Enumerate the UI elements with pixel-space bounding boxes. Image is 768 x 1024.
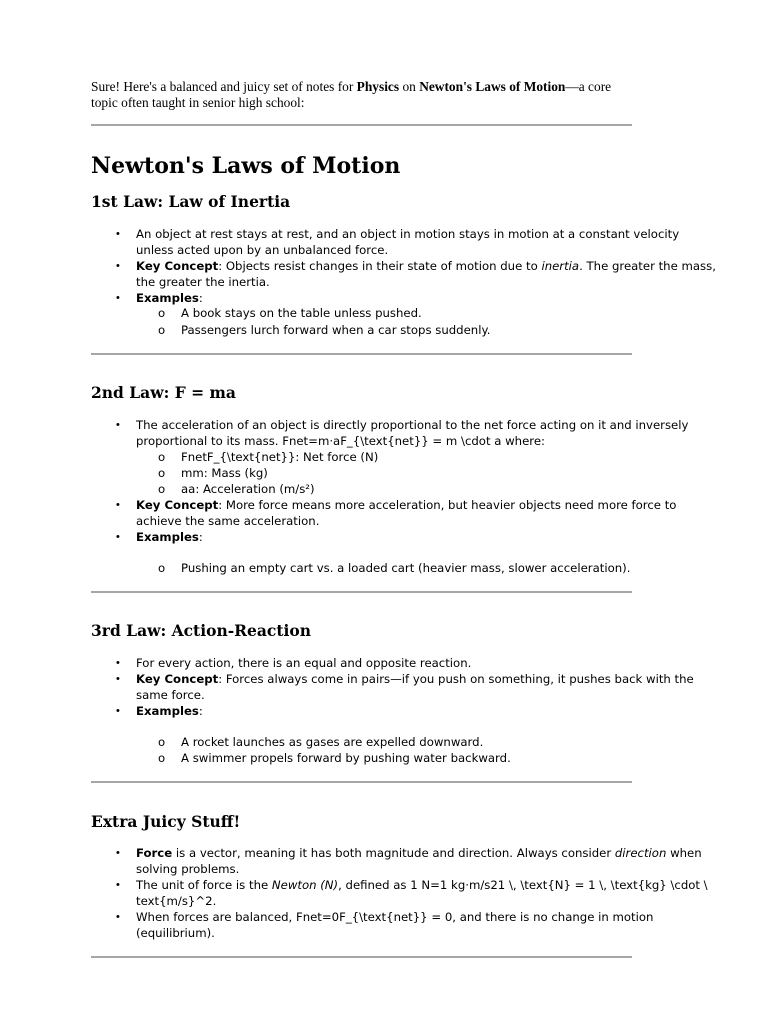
- bullet-marker: •: [116, 260, 120, 272]
- bullet-marker: •: [116, 292, 120, 304]
- law2-example-1: Pushing an empty cart vs. a loaded cart (heavier mass, slower acceleration).: [181, 561, 631, 575]
- sub-bullet-marker: o: [158, 735, 166, 749]
- extra-heading: Extra Juicy Stuff!: [91, 812, 241, 831]
- law3-key-concept-line-1: [136, 671, 694, 687]
- intro-paragraph: [91, 79, 691, 110]
- bullet-marker: •: [116, 847, 120, 859]
- italic-term: Newton (N): [271, 878, 339, 892]
- bullet-marker: •: [116, 673, 120, 685]
- law3-example-1: A rocket launches as gases are expelled downward.: [181, 735, 484, 749]
- extra-balanced-line-1: When forces are balanced, Fnet=0F_{\text{net}} = 0, and there is no change in motion: [136, 910, 654, 924]
- key-concept-label: Key Concept: [136, 672, 219, 686]
- force-label: Force: [136, 846, 173, 860]
- text: The unit of force is the: [136, 878, 272, 892]
- law3-statement: For every action, there is an equal and opposite reaction.: [136, 656, 472, 670]
- sub-bullet-marker: o: [158, 306, 166, 320]
- text: when: [666, 846, 702, 860]
- law2-key-concept-line-2: achieve the same acceleration.: [136, 514, 320, 528]
- bullet-marker: •: [116, 499, 120, 511]
- law3-key-concept-line-2: same force.: [136, 688, 205, 702]
- extra-balanced-line-2: (equilibrium).: [136, 926, 215, 940]
- page-title: Newton's Laws of Motion: [91, 153, 401, 179]
- key-concept-label: Key Concept: [136, 498, 219, 512]
- examples-label: Examples: [136, 704, 199, 718]
- extra-unit-line-2: text{m/s}^2.: [136, 894, 217, 908]
- bullet-marker: •: [116, 419, 120, 431]
- sub-bullet-marker: o: [158, 450, 166, 464]
- intro-bold-topic: Newton's Laws of Motion: [419, 79, 566, 94]
- law1-heading: 1st Law: Law of Inertia: [91, 192, 291, 211]
- divider: [91, 353, 632, 355]
- law2-statement-line-2: proportional to its mass. Fnet=m·aF_{\text{net}} = m \cdot a where:: [136, 434, 545, 448]
- text: : Forces always come in pairs—if you push on something, it pushes back with the: [218, 672, 694, 686]
- text: :: [198, 704, 203, 718]
- sub-bullet-marker: o: [158, 561, 166, 575]
- law2-heading: 2nd Law: F = ma: [91, 383, 236, 402]
- law3-heading: 3rd Law: Action-Reaction: [91, 621, 312, 640]
- law2-key-concept-line-1: [136, 497, 676, 513]
- law2-examples-label: [136, 529, 203, 545]
- text: : More force means more acceleration, but heavier objects need more force to: [218, 498, 677, 512]
- intro-text: Sure! Here's a balanced and juicy set of notes for: [91, 79, 357, 94]
- bullet-marker: •: [116, 705, 120, 717]
- bullet-marker: •: [116, 531, 120, 543]
- intro-bold-physics: Physics: [356, 79, 400, 94]
- intro-text: —a core: [565, 79, 612, 94]
- sub-bullet-marker: o: [158, 482, 166, 496]
- bullet-marker: •: [116, 911, 120, 923]
- divider: [91, 124, 632, 126]
- law1-examples-label: [136, 290, 203, 306]
- text: :: [198, 291, 203, 305]
- italic-term: direction: [614, 846, 667, 860]
- law2-var-mass: mm: Mass (kg): [181, 466, 268, 480]
- law1-key-concept-line-1: [136, 258, 716, 274]
- text: : Objects resist changes in their state of motion due to: [218, 259, 542, 273]
- text: . The greater the mass,: [579, 259, 716, 273]
- text: :: [198, 530, 203, 544]
- examples-label: Examples: [136, 530, 199, 544]
- law1-statement-line-2: unless acted upon by an unbalanced force.: [136, 243, 389, 257]
- law1-key-concept-line-2: the greater the inertia.: [136, 275, 270, 289]
- extra-force-line-2: solving problems.: [136, 862, 240, 876]
- law1-statement-line-1: An object at rest stays at rest, and an object in motion stays in motion at a constant velocity: [136, 227, 680, 241]
- examples-label: Examples: [136, 291, 199, 305]
- law2-statement-line-1: The acceleration of an object is directly proportional to the net force acting on it and inversely: [136, 418, 689, 432]
- extra-unit-line-1: [136, 877, 708, 893]
- intro-line-2: topic often taught in senior high school:: [91, 94, 305, 110]
- bullet-marker: •: [116, 879, 120, 891]
- law3-example-2: A swimmer propels forward by pushing water backward.: [181, 751, 511, 765]
- divider: [91, 956, 632, 958]
- sub-bullet-marker: o: [158, 751, 166, 765]
- law1-example-2: Passengers lurch forward when a car stops suddenly.: [181, 323, 491, 337]
- law3-examples-label: [136, 703, 203, 719]
- bullet-marker: •: [116, 228, 120, 240]
- intro-line-1: [91, 79, 691, 95]
- divider: [91, 781, 632, 783]
- law2-var-acceleration: aa: Acceleration (m/s²): [181, 482, 315, 496]
- intro-text: on: [399, 79, 420, 94]
- law2-var-force: FnetF_{\text{net}}: Net force (N): [181, 450, 379, 464]
- bullet-marker: •: [116, 657, 120, 669]
- text: is a vector, meaning it has both magnitude and direction. Always consider: [172, 846, 615, 860]
- extra-force-line-1: [136, 845, 702, 861]
- italic-term: inertia: [541, 259, 580, 273]
- sub-bullet-marker: o: [158, 466, 166, 480]
- divider: [91, 591, 632, 593]
- key-concept-label: Key Concept: [136, 259, 219, 273]
- law1-example-1: A book stays on the table unless pushed.: [181, 306, 422, 320]
- sub-bullet-marker: o: [158, 323, 166, 337]
- text: , defined as 1 N=1 kg·m/s21 \, \text{N} = 1 \, \text{kg} \cdot \: [338, 878, 708, 892]
